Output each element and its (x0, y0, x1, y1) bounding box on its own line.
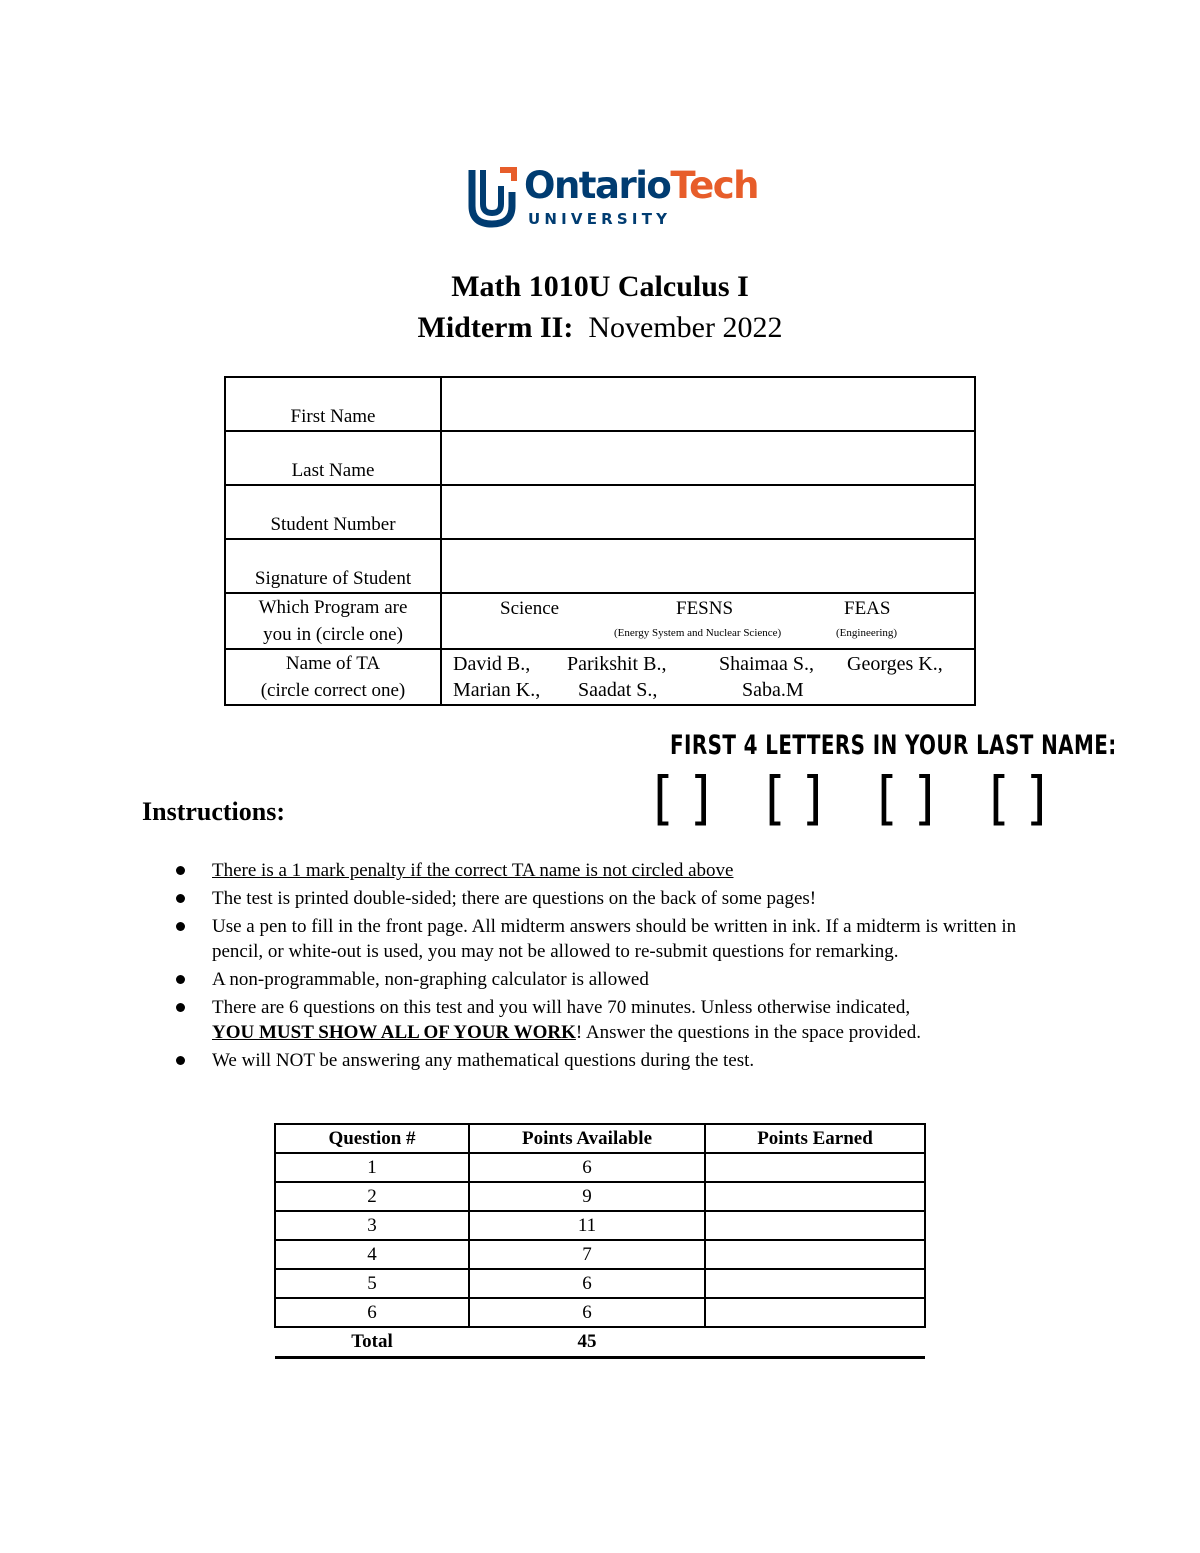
table-row (275, 1182, 925, 1211)
points-earned (705, 1211, 925, 1240)
ta-option[interactable]: Saba.M (742, 678, 804, 701)
ta-row (225, 649, 975, 705)
student-info-table (224, 376, 976, 706)
table-row (275, 1240, 925, 1269)
last-name-field[interactable] (441, 431, 975, 485)
question-number: 2 (275, 1182, 469, 1211)
points-available: 11 (469, 1211, 705, 1240)
list-item: Use a pen to fill in the front page. All midterm answers should be written in ink. If a midterm is written in pencil, or white-out is used, you may not be allowed to re-submit questions for remarking. (176, 914, 1056, 964)
points-available: 7 (469, 1240, 705, 1269)
col-header-question: Question # (275, 1124, 469, 1153)
last-name-row (225, 431, 975, 485)
first-name-field[interactable] (441, 377, 975, 431)
question-number: 5 (275, 1269, 469, 1298)
col-header-points-earned: Points Earned (705, 1124, 925, 1153)
list-item: A non-programmable, non-graphing calculator is allowed (176, 967, 1056, 992)
logo-mark-icon (466, 166, 518, 228)
ta-option[interactable]: Georges K., (847, 652, 943, 675)
signature-field[interactable] (441, 539, 975, 593)
program-label: Which Program are you in (circle one) (225, 593, 441, 649)
points-earned (705, 1182, 925, 1211)
total-value: 45 (469, 1327, 705, 1358)
letter-box-3[interactable]: [ ] (877, 764, 935, 832)
logo-wordmark: OntarioTech (524, 164, 759, 207)
program-options (441, 593, 975, 649)
points-available: 6 (469, 1298, 705, 1327)
logo-subtitle: UNIVERSITY (528, 210, 672, 228)
total-label: Total (275, 1327, 469, 1358)
course-title: Math 1010U Calculus I (451, 270, 749, 303)
letter-box-1[interactable]: [ ] (653, 764, 711, 832)
university-logo (466, 164, 759, 230)
table-row (275, 1298, 925, 1327)
list-item: The test is printed double-sided; there are questions on the back of some pages! (176, 886, 1056, 911)
instructions-heading: Instructions: (142, 797, 286, 826)
ta-option[interactable]: David B., (453, 652, 531, 675)
program-feas-note: (Engineering) (836, 626, 898, 639)
ta-option[interactable]: Parikshit B., (567, 652, 667, 675)
ta-option[interactable]: Shaimaa S., (719, 652, 814, 675)
exam-title: Midterm II: November 2022 (417, 311, 783, 344)
question-number: 4 (275, 1240, 469, 1269)
ta-option[interactable]: Saadat S., (578, 678, 658, 701)
ta-option[interactable]: Marian K., (453, 678, 541, 701)
list-item: There is a 1 mark penalty if the correct TA name is not circled above (176, 858, 1056, 883)
list-item: We will NOT be answering any mathematical questions during the test. (176, 1048, 1056, 1073)
ta-label: Name of TA (circle correct one) (225, 649, 441, 705)
last-name-letters-label: FIRST 4 LETTERS IN YOUR LAST NAME: (670, 730, 1117, 761)
points-earned (705, 1153, 925, 1182)
program-fesns[interactable]: FESNS (676, 597, 734, 619)
points-available: 6 (469, 1153, 705, 1182)
first-name-row (225, 377, 975, 431)
points-earned (705, 1269, 925, 1298)
student-number-field[interactable] (441, 485, 975, 539)
student-number-row (225, 485, 975, 539)
total-row (275, 1327, 925, 1358)
score-table (274, 1123, 926, 1359)
program-feas[interactable]: FEAS (844, 597, 891, 619)
program-science[interactable]: Science (500, 597, 560, 619)
total-earned (705, 1327, 925, 1358)
table-row (275, 1211, 925, 1240)
letter-box-4[interactable]: [ ] (989, 764, 1047, 832)
points-earned (705, 1240, 925, 1269)
student-number-label: Student Number (225, 485, 441, 539)
instructions-list (176, 858, 1056, 1076)
score-table-header (275, 1124, 925, 1153)
signature-row (225, 539, 975, 593)
table-row (275, 1153, 925, 1182)
question-number: 6 (275, 1298, 469, 1327)
ta-options (441, 649, 975, 705)
first-name-label: First Name (225, 377, 441, 431)
list-item: There are 6 questions on this test and you will have 70 minutes. Unless otherwise indicated, YOU MUST SHOW ALL OF YOUR WORK! Answer the questions in the space provided. (176, 995, 1056, 1045)
signature-label: Signature of Student (225, 539, 441, 593)
program-row (225, 593, 975, 649)
table-row (275, 1269, 925, 1298)
last-name-label: Last Name (225, 431, 441, 485)
question-number: 3 (275, 1211, 469, 1240)
points-available: 6 (469, 1269, 705, 1298)
col-header-points-available: Points Available (469, 1124, 705, 1153)
question-number: 1 (275, 1153, 469, 1182)
points-available: 9 (469, 1182, 705, 1211)
program-fesns-note: (Energy System and Nuclear Science) (614, 626, 782, 639)
points-earned (705, 1298, 925, 1327)
letter-box-2[interactable]: [ ] (765, 764, 823, 832)
